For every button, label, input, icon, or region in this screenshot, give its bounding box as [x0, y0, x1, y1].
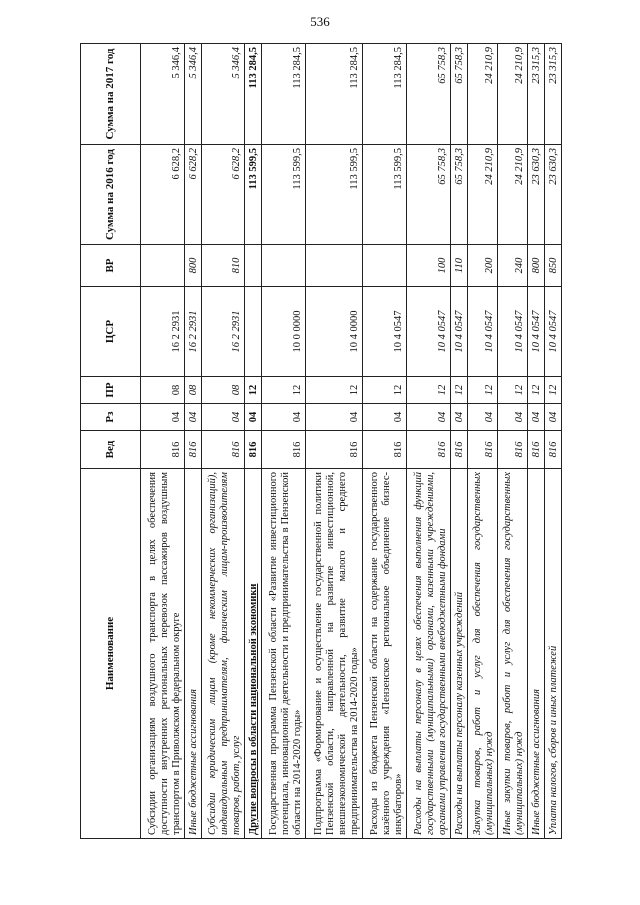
cell-sum2017: 23 315,3	[545, 44, 562, 145]
cell-rz: 04	[497, 404, 527, 431]
cell-sum2017: 65 758,3	[407, 44, 451, 145]
cell-sum2016: 23 630,3	[528, 145, 545, 245]
cell-pr: 12	[306, 377, 363, 404]
cell-rz: 04	[407, 404, 451, 431]
cell-pr: 08	[184, 377, 201, 404]
page-number: 536	[310, 14, 330, 29]
cell-sum2017: 5 346,4	[141, 44, 185, 145]
cell-rz: 04	[363, 404, 407, 431]
budget-table	[80, 43, 562, 839]
cell-ved: 816	[528, 431, 545, 469]
cell-rz: 04	[245, 404, 262, 431]
table-row	[184, 44, 201, 839]
cell-sum2016: 24 210,9	[467, 145, 497, 245]
cell-vr: 850	[545, 245, 562, 287]
table-row	[201, 44, 245, 839]
header-sum-2016: Сумма на 2016 год	[81, 145, 141, 245]
cell-ved: 816	[450, 431, 467, 469]
cell-csr	[245, 287, 262, 377]
cell-ved: 816	[497, 431, 527, 469]
cell-name: Другие вопросы в области национальной экономики	[245, 469, 262, 839]
cell-pr: 12	[497, 377, 527, 404]
cell-name: Расходы на выплаты персоналу казенных учреждений	[450, 469, 467, 839]
cell-sum2016: 6 628,2	[184, 145, 201, 245]
cell-ved: 816	[545, 431, 562, 469]
table-row	[245, 44, 262, 839]
cell-csr: 10 4 0547	[363, 287, 407, 377]
cell-vr: 800	[528, 245, 545, 287]
cell-name: Субсидии организациям воздушного транспорта в целях обеспечения доступности внутренних региональных перевозок пассажиров воздушным транспортом в Приволжском федеральном округе	[141, 469, 185, 839]
cell-rz: 04	[306, 404, 363, 431]
cell-vr: 100	[407, 245, 451, 287]
cell-sum2017: 23 315,3	[528, 44, 545, 145]
cell-name: Иные закупки товаров, работ и услуг для обеспечения государственных (муниципальных) нужд	[497, 469, 527, 839]
cell-ved: 816	[363, 431, 407, 469]
cell-sum2016: 65 758,3	[450, 145, 467, 245]
cell-name: Закупка товаров, работ и услуг для обеспечения государственных (муниципальных) нужд	[467, 469, 497, 839]
cell-pr: 12	[245, 377, 262, 404]
header-csr: ЦСР	[81, 287, 141, 377]
cell-sum2017: 24 210,9	[497, 44, 527, 145]
cell-name: Расходы на выплаты персоналу в целях обеспечения выполнения функций государственными (муниципальными) органами, казенными учреждениями, органами управления государственными внебюджетными фондами	[407, 469, 451, 839]
cell-rz: 04	[450, 404, 467, 431]
cell-ved: 816	[306, 431, 363, 469]
cell-csr: 16 2 2931	[141, 287, 185, 377]
cell-csr: 10 4 0547	[467, 287, 497, 377]
table-row	[141, 44, 185, 839]
cell-pr: 12	[467, 377, 497, 404]
cell-sum2016: 24 210,9	[497, 145, 527, 245]
cell-name: Государственная программа Пензенской области «Развитие инвестиционного потенциала, инновационной деятельности и предпринимательства в Пензенской области на 2014-2020 годы»	[262, 469, 306, 839]
header-ved: Вед	[81, 431, 141, 469]
cell-sum2016: 6 628,2	[141, 145, 185, 245]
cell-sum2017: 113 284,5	[245, 44, 262, 145]
cell-name: Субсидии юридическим лицам (кроме некоммерческих организаций), индивидуальным предпринимателям, физическим лицам-производителям товаров, работ, услуг	[201, 469, 245, 839]
table-row	[262, 44, 306, 839]
table-row	[528, 44, 545, 839]
cell-name: Иные бюджетные ассигнования	[528, 469, 545, 839]
cell-csr: 16 2 2931	[201, 287, 245, 377]
cell-name: Подпрограмма «Формирование и осуществление государственной политики Пензенской области, направленной на развитие инвестиционной, внешнеэкономической деятельности, развитие малого и среднего предпринимательства на 2014-2020 годы»	[306, 469, 363, 839]
header-vr: ВР	[81, 245, 141, 287]
cell-ved: 816	[262, 431, 306, 469]
cell-pr: 12	[262, 377, 306, 404]
cell-sum2016: 65 758,3	[407, 145, 451, 245]
cell-rz: 04	[467, 404, 497, 431]
cell-ved: 816	[201, 431, 245, 469]
cell-ved: 816	[141, 431, 185, 469]
cell-rz: 04	[262, 404, 306, 431]
cell-sum2016: 113 599,5	[262, 145, 306, 245]
cell-vr	[262, 245, 306, 287]
cell-csr: 10 0 0000	[262, 287, 306, 377]
cell-pr: 12	[450, 377, 467, 404]
cell-vr: 800	[184, 245, 201, 287]
cell-vr	[141, 245, 185, 287]
cell-vr	[245, 245, 262, 287]
cell-rz: 04	[528, 404, 545, 431]
table-row	[545, 44, 562, 839]
cell-sum2016: 113 599,5	[306, 145, 363, 245]
cell-name: Уплата налогов, сборов и иных платежей	[545, 469, 562, 839]
cell-vr: 240	[497, 245, 527, 287]
cell-sum2017: 113 284,5	[306, 44, 363, 145]
cell-sum2017: 5 346,4	[201, 44, 245, 145]
cell-sum2017: 24 210,9	[467, 44, 497, 145]
cell-vr: 810	[201, 245, 245, 287]
cell-name: Иные бюджетные ассигнования	[184, 469, 201, 839]
cell-pr: 12	[363, 377, 407, 404]
cell-sum2017: 5 346,4	[184, 44, 201, 145]
cell-csr: 16 2 2931	[184, 287, 201, 377]
cell-sum2017: 113 284,5	[363, 44, 407, 145]
cell-ved: 816	[467, 431, 497, 469]
cell-ved: 816	[245, 431, 262, 469]
cell-csr: 10 4 0547	[407, 287, 451, 377]
cell-sum2016: 23 630,3	[545, 145, 562, 245]
table-row	[363, 44, 407, 839]
cell-sum2016: 6 628,2	[201, 145, 245, 245]
cell-pr: 12	[545, 377, 562, 404]
header-sum-2017: Сумма на 2017 год	[81, 44, 141, 145]
cell-rz: 04	[201, 404, 245, 431]
header-name: Наименование	[81, 469, 141, 839]
cell-pr: 12	[528, 377, 545, 404]
cell-csr: 10 4 0547	[528, 287, 545, 377]
table-row	[450, 44, 467, 839]
budget-table-sheet	[80, 44, 562, 839]
cell-csr: 10 4 0000	[306, 287, 363, 377]
header-rz: Рз	[81, 404, 141, 431]
cell-csr: 10 4 0547	[450, 287, 467, 377]
cell-ved: 816	[407, 431, 451, 469]
header-pr: ПР	[81, 377, 141, 404]
cell-rz: 04	[545, 404, 562, 431]
cell-sum2016: 113 599,5	[363, 145, 407, 245]
cell-csr: 10 4 0547	[545, 287, 562, 377]
cell-vr: 200	[467, 245, 497, 287]
table-row	[306, 44, 363, 839]
table-row	[407, 44, 451, 839]
cell-name: Расходы из бюджета Пензенской области на содержание государственного казённого учреждения «Пензенское региональное объединение бизнес-инкубаторов»	[363, 469, 407, 839]
cell-rz: 04	[141, 404, 185, 431]
cell-rz: 04	[184, 404, 201, 431]
table-row	[497, 44, 527, 839]
cell-ved: 816	[184, 431, 201, 469]
cell-csr: 10 4 0547	[497, 287, 527, 377]
cell-pr: 08	[141, 377, 185, 404]
table-header-row	[81, 44, 141, 839]
cell-pr: 08	[201, 377, 245, 404]
cell-vr: 110	[450, 245, 467, 287]
cell-sum2016: 113 599,5	[245, 145, 262, 245]
table-row	[467, 44, 497, 839]
cell-vr	[306, 245, 363, 287]
cell-vr	[363, 245, 407, 287]
cell-pr: 12	[407, 377, 451, 404]
cell-sum2017: 65 758,3	[450, 44, 467, 145]
cell-sum2017: 113 284,5	[262, 44, 306, 145]
